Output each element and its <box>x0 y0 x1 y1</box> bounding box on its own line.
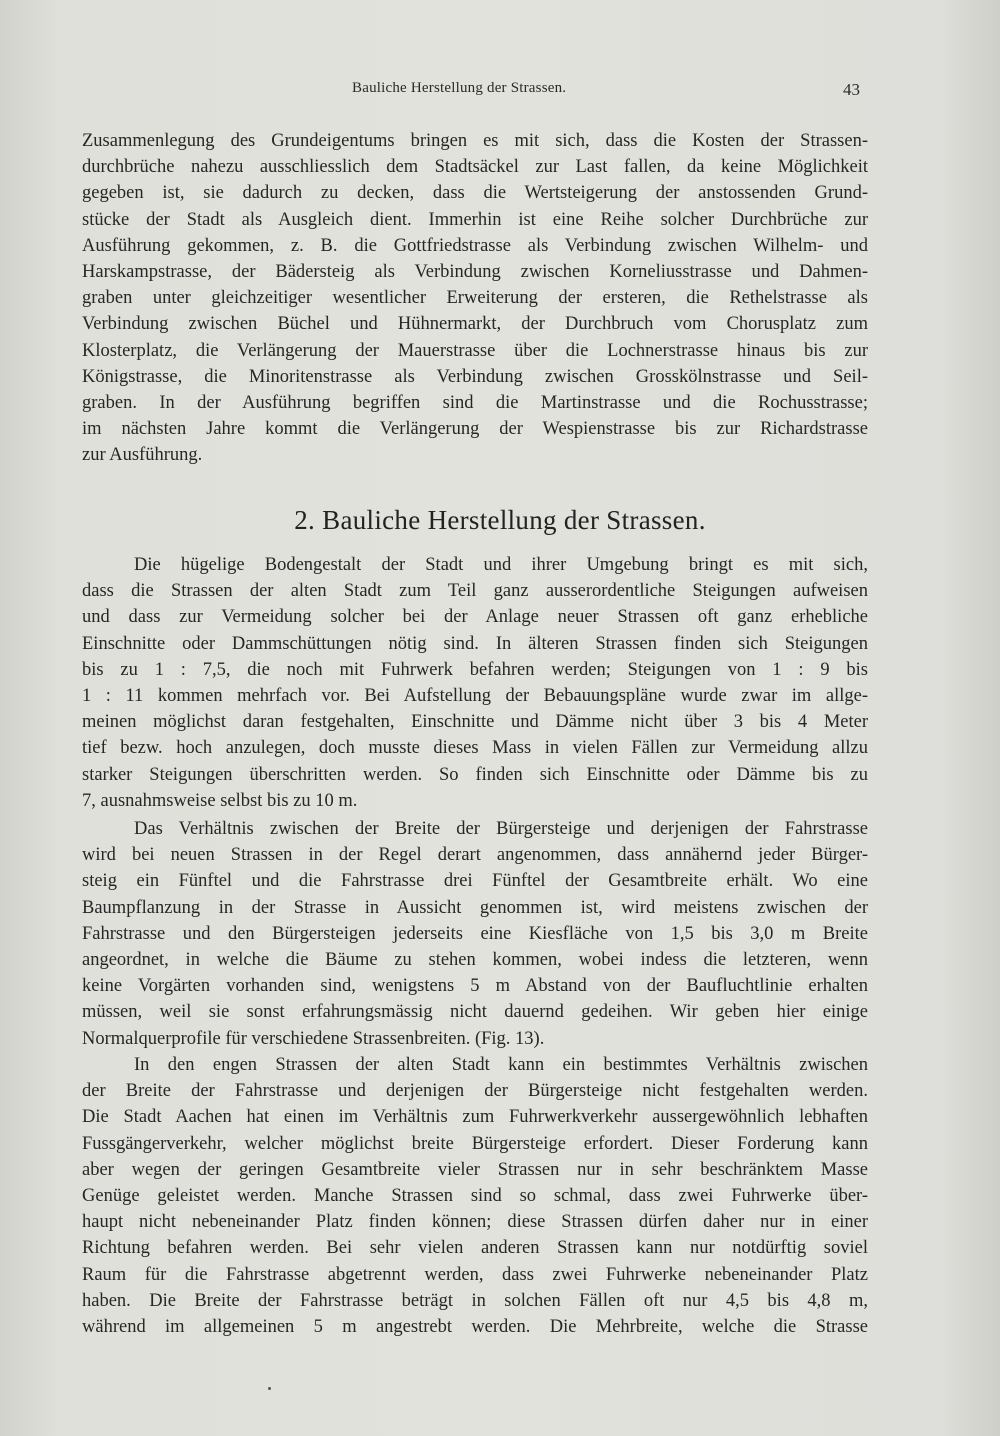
text-line: Harskampstrasse, der Bädersteig als Verbindung zwischen Korneliusstrasse und Dahmen- <box>82 261 868 282</box>
text-line: haupt nicht nebeneinander Platz finden können; diese Strassen dürfen daher nur in einer <box>82 1212 868 1233</box>
section-heading: 2. Bauliche Herstellung der Strassen. <box>294 505 706 535</box>
text-line: Genüge geleistet werden. Manche Strassen sind so schmal, dass zwei Fuhrwerke über- <box>82 1185 868 1206</box>
paper-speck <box>268 1387 271 1390</box>
text-line: graben unter gleichzeitiger wesentlicher Erweiterung der ersteren, die Rethelstrasse als <box>82 288 868 309</box>
page-number: 43 <box>843 80 860 99</box>
text-line: starker Steigungen überschritten werden. So finden sich Einschnitte oder Dämme bis zu <box>82 764 868 785</box>
text-line: müssen, weil sie sonst erfahrungsmässig nicht dauernd gedeihen. Wir geben hier einige <box>82 1002 868 1023</box>
text-line: Verbindung zwischen Büchel und Hühnermarkt, der Durchbruch vom Chorusplatz zum <box>82 314 868 335</box>
paragraph-continued <box>82 128 868 468</box>
text-line: meinen möglichst daran festgehalten, Einschnitte und Dämme nicht über 3 bis 4 Meter <box>82 712 868 733</box>
text-line: Fahrstrasse und den Bürgersteigen jederseits eine Kiesfläche von 1,5 bis 3,0 m Breite <box>82 923 868 944</box>
text-line: Ausführung gekommen, z. B. die Gottfriedstrasse als Verbindung zwischen Wilhelm- und <box>82 235 868 256</box>
text-line: Zusammenlegung des Grundeigentums bringen es mit sich, dass die Kosten der Strassen- <box>82 131 868 151</box>
text-line: Königstrasse, die Minoritenstrasse als Verbindung zwischen Grosskölnstrasse und Seil- <box>82 366 868 387</box>
text-line: stücke der Stadt als Ausgleich dient. Immerhin ist eine Reihe solcher Durchbrüche zur <box>82 209 868 230</box>
text-line: bis zu 1 : 7,5, die noch mit Fuhrwerk befahren werden; Steigungen von 1 : 9 bis <box>82 659 868 680</box>
text-line: Baumpflanzung in der Strasse in Aussicht genommen ist, wird meistens zwischen der <box>82 897 868 918</box>
text-line: 1 : 11 kommen mehrfach vor. Bei Aufstellung der Bebauungspläne wurde zwar im allge- <box>82 685 868 706</box>
text-line: gegeben ist, sie dadurch zu decken, dass die Wertsteigerung der anstossenden Grund- <box>82 183 868 204</box>
text-line: dass die Strassen der alten Stadt zum Teil ganz ausserordentliche Steigungen aufweisen <box>82 581 868 602</box>
paragraph-sidewalks <box>82 816 868 1052</box>
text-line: durchbrüche nahezu ausschliesslich dem Stadtsäckel zur Last fallen, da keine Möglichkeit <box>82 157 868 178</box>
text-line: Die Stadt Aachen hat einen im Verhältnis zum Fuhrwerkverkehr aussergewöhnlich lebhaften <box>82 1107 868 1128</box>
text-line: Raum für die Fahrstrasse abgetrennt werden, dass zwei Fuhrwerke nebeneinander Platz <box>82 1264 868 1285</box>
text-line: graben. In der Ausführung begriffen sind die Martinstrasse und die Rochusstrasse; <box>82 392 868 413</box>
text-line: Klosterplatz, die Verlängerung der Mauerstrasse über die Lochnerstrasse hinaus bis zur <box>82 340 868 361</box>
text-line: steig ein Fünftel und die Fahrstrasse drei Fünftel der Gesamtbreite erhält. Wo eine <box>82 871 868 892</box>
text-line: Die hügelige Bodengestalt der Stadt und ihrer Umgebung bringt es mit sich, <box>134 555 868 575</box>
text-line: wird bei neuen Strassen in der Regel derart angenommen, dass annähernd jeder Bürger- <box>82 845 868 866</box>
text-line: aber wegen der geringen Gesamtbreite vieler Strassen nur in sehr beschränktem Masse <box>82 1159 868 1180</box>
text-line: tief bezw. hoch anzulegen, doch musste dieses Mass in vielen Fällen zur Vermeidung allzu <box>82 738 868 759</box>
text-line: während im allgemeinen 5 m angestrebt werden. Die Mehrbreite, welche die Strasse <box>82 1316 868 1337</box>
text-line: haben. Die Breite der Fahrstrasse beträgt in solchen Fällen oft nur 4,5 bis 4,8 m, <box>82 1290 868 1311</box>
running-head: Bauliche Herstellung der Strassen. <box>352 80 567 96</box>
paragraph-terrain <box>82 552 868 814</box>
paragraph-old-town <box>82 1052 868 1340</box>
text-line: In den engen Strassen der alten Stadt kann ein bestimmtes Verhältnis zwischen <box>134 1055 868 1075</box>
text-line: Einschnitte oder Dammschüttungen nötig sind. In älteren Strassen finden sich Steigungen <box>82 633 868 654</box>
text-line: Richtung befahren werden. Bei sehr vielen anderen Strassen kann nur notdürftig soviel <box>82 1238 868 1259</box>
text-line: Normalquerprofile für verschiedene Strassenbreiten. (Fig. 13). <box>82 1028 545 1049</box>
text-line: und dass zur Vermeidung solcher bei der Anlage neuer Strassen oft ganz erhebliche <box>82 607 868 628</box>
text-line: im nächsten Jahre kommt die Verlängerung der Wespienstrasse bis zur Richardstrasse <box>82 419 868 440</box>
text-line: keine Vorgärten vorhanden sind, wenigstens 5 m Abstand von der Baufluchtlinie erhalten <box>82 976 868 997</box>
text-line: 7, ausnahmsweise selbst bis zu 10 m. <box>82 790 358 811</box>
text-line: Das Verhältnis zwischen der Breite der Bürgersteige und derjenigen der Fahrstrasse <box>134 819 868 839</box>
text-line: zur Ausführung. <box>82 445 203 466</box>
text-line: angeordnet, in welche die Bäume zu stehen kommen, wobei indess die letzteren, wenn <box>82 949 868 970</box>
text-line: Fussgängerverkehr, welcher möglichst breite Bürgersteige erfordert. Dieser Forderung kann <box>82 1133 868 1154</box>
text-line: der Breite der Fahrstrasse und derjenigen der Bürgersteige nicht festgehalten werden. <box>82 1081 868 1102</box>
